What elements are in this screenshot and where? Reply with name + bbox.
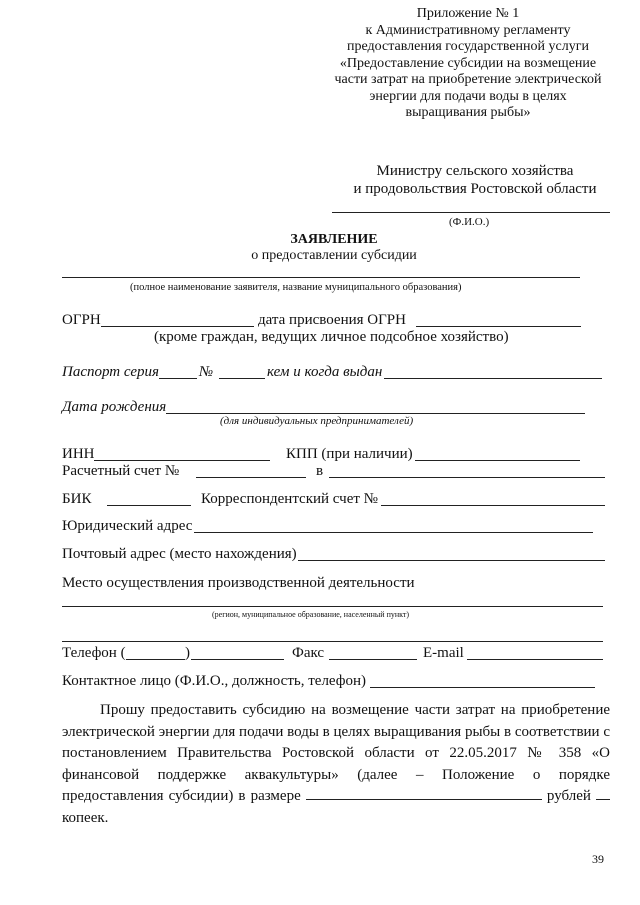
postal-address-label: Почтовый адрес (место нахождения) [62,546,297,562]
passport-number-label: № [199,364,214,380]
fio-hint: (Ф.И.О.) [449,216,490,228]
fax-field[interactable] [329,659,417,660]
kopecks-label: копеек. [62,809,109,826]
applicant-name-line[interactable] [62,277,580,278]
phone-close: ) [185,645,190,661]
request-text: Прошу предоставить субсидию на возмещение части затрат на приобретение электрической энергии для подачи воды в целях выращивания рыбы в соответствии с постановлением Правительства Ростовской области от 22.05.2017 № 358 «О финансовой поддержке аквакультуры» (далее – Положение о порядке предоставления субсидии) в размере [62,702,610,804]
contact-person-field[interactable] [370,687,595,688]
passport-issued-field[interactable] [384,378,602,379]
corr-account-field[interactable] [381,505,605,506]
header-line: энергии для подачи воды в целях [369,88,567,104]
phone-field[interactable] [191,659,284,660]
ogrn-field[interactable] [101,326,254,327]
amount-kopecks-field[interactable] [596,787,610,800]
ogrn-label: ОГРН [62,312,101,328]
header-line: к Административному регламенту [365,22,571,38]
appendix-number: Приложение № 1 [416,6,520,21]
addressee-line: Министру сельского хозяйства [376,163,574,179]
phone-code-field[interactable] [126,659,185,660]
header-line: «Предоставление субсидии на возмещение [339,55,597,71]
ogrn-note: (кроме граждан, ведущих личное подсобное хозяйство) [154,329,509,345]
bik-label: БИК [62,491,92,507]
inn-field[interactable] [94,460,270,461]
activity-place-field[interactable] [62,606,603,607]
ogrn-date-field[interactable] [416,326,581,327]
rubles-label: рублей [546,788,591,804]
kpp-field[interactable] [415,460,580,461]
header-line: выращивания рыбы» [405,105,531,120]
amount-rubles-field[interactable] [306,787,542,800]
email-field[interactable] [467,659,603,660]
bank-label: в [316,463,324,479]
activity-place-hint: (регион, муниципальное образование, населенный пункт) [212,610,410,619]
passport-series-label: Паспорт серия [62,364,159,380]
addressee-line: и продовольствия Ростовской области [353,181,597,197]
form-title: ЗАЯВЛЕНИЕ [290,232,378,247]
email-label: E-mail [423,645,464,661]
legal-address-label: Юридический адрес [62,518,193,534]
inn-label: ИНН [62,446,95,462]
corr-account-label: Корреспондентский счет № [201,491,378,507]
fax-label: Факс [292,645,325,661]
applicant-hint: (полное наименование заявителя, название муниципального образования) [130,282,462,293]
account-field[interactable] [196,477,306,478]
legal-address-field[interactable] [194,532,593,533]
postal-address-field[interactable] [298,560,605,561]
phone-label: Телефон ( [62,645,126,661]
request-paragraph [62,700,610,829]
activity-place-label: Место осуществления производственной деятельности [62,575,415,591]
header-line: части затрат на приобретение электрической [334,72,602,87]
passport-number-field[interactable] [219,378,265,379]
ogrn-date-label: дата присвоения ОГРН [258,312,406,328]
passport-issued-label: кем и когда выдан [267,364,383,380]
addressee [330,162,620,198]
kpp-label: КПП (при наличии) [286,446,413,462]
birth-date-field[interactable] [166,413,585,414]
header-line: предоставления государственной услуги [347,39,589,54]
form-subtitle: о предоставлении субсидии [251,248,417,263]
birth-date-label: Дата рождения [62,399,167,415]
account-label: Расчетный счет № [62,463,180,479]
fio-line[interactable] [332,212,610,213]
activity-place-field-2[interactable] [62,641,603,642]
contact-person-label: Контактное лицо (Ф.И.О., должность, телефон) [62,673,367,689]
page-number: 39 [592,852,604,866]
bik-field[interactable] [107,505,191,506]
bank-field[interactable] [329,477,605,478]
birth-date-hint: (для индивидуальных предпринимателей) [220,415,414,427]
appendix-header [318,6,618,122]
passport-series-field[interactable] [159,378,197,379]
